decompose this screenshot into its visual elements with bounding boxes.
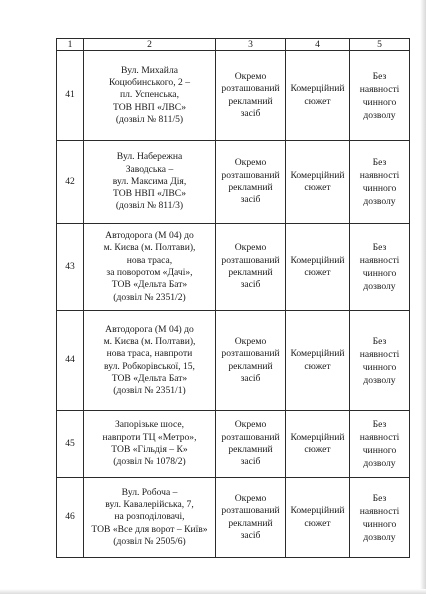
row-number: 42 [57,141,84,224]
address-line: ТОВ «Все для ворот – Київ» [91,523,208,535]
column-number-row [57,39,410,51]
type-line: розташований [221,169,280,181]
status-cell [350,141,410,224]
advertising-violations-table [56,38,410,558]
type-line: розташований [221,505,280,517]
content-line: Комерційний [290,83,345,95]
status-cell [350,478,410,558]
content-line: сюжет [304,95,331,107]
status-cell [350,411,410,478]
status-line: наявності [359,255,400,266]
address-line: нова траса, навпроти [106,348,193,360]
content-line: сюжет [304,444,331,455]
status-line: дозволу [363,196,396,207]
address-line: ТОВ НВП «ЛВС» [112,188,186,200]
address-line: Вул. Робоча – [121,486,178,498]
status-cell [350,224,410,311]
type-line: засіб [240,279,261,291]
type-line: Окремо [234,419,267,431]
content-line: Комерційний [290,348,345,360]
type-line: засіб [240,107,261,119]
content-line: сюжет [304,360,331,372]
address-line: ТОВ «Гільдія – К» [111,444,188,455]
column-number: 2 [84,39,216,51]
table-row [57,478,410,558]
status-line: чинного [362,183,397,194]
status-line: дозволу [363,531,396,543]
address-line: м. Києва (м. Полтави), [103,242,196,254]
content-line: сюжет [304,267,331,278]
address-cell [84,224,216,311]
table-row [57,51,410,141]
page-edge-shadow [420,0,426,594]
type-line: рекламний [228,267,273,278]
address-line: вул. Максима Дія, [112,175,187,187]
address-line: Вул. Набережна [116,151,183,163]
page-edge-shadow [0,589,426,594]
status-line: Без [372,492,387,504]
status-line: дозволу [363,109,396,121]
address-line: нова траса, [126,254,173,266]
type-line: Окремо [234,335,267,347]
address-line: (дозвіл № 2351/1) [113,385,186,397]
address-cell [84,51,216,141]
address-line: Заводська – [125,163,174,175]
address-line: вул. Кавалерійська, 7, [105,499,194,511]
content-cell [286,141,350,224]
table-row [57,311,410,411]
content-line: Комерційний [290,505,345,517]
content-line: Комерційний [290,431,345,443]
status-line: дозволу [363,458,396,469]
row-number: 43 [57,224,84,311]
type-line: Окремо [234,242,267,254]
address-line: Запорізьке шосе, [114,419,185,431]
content-cell [286,478,350,558]
table-row [57,224,410,311]
type-line: розташований [221,83,280,95]
status-line: чинного [362,518,397,530]
address-cell [84,478,216,558]
type-line: розташований [221,431,280,443]
status-line: наявності [359,505,400,517]
type-cell [216,224,286,311]
status-line: Без [372,242,387,253]
address-line: Вул. Михайла [120,64,178,76]
address-line: пл. Успенська, [120,89,179,101]
status-cell [350,311,410,411]
row-number: 44 [57,311,84,411]
type-line: рекламний [228,360,273,372]
status-line: Без [372,157,387,168]
address-line: (дозвіл № 2505/6) [113,535,186,547]
address-line: Коцюбинського, 2 – [108,77,191,89]
address-line: (дозвіл № 1078/2) [113,456,186,468]
type-line: рекламний [228,95,273,107]
status-line: дозволу [363,281,396,292]
type-line: рекламний [228,444,273,455]
type-cell [216,411,286,478]
address-line: Автодорога (М 04) до [105,323,194,335]
type-line: розташований [221,254,280,266]
address-line: ТОВ «Дельта Бат» [111,279,188,291]
content-line: Комерційний [290,254,345,266]
column-number: 3 [216,39,286,51]
status-line: чинного [362,445,397,456]
address-line: навпроти ТЦ «Метро», [102,431,197,443]
status-line: Без [372,335,387,347]
type-line: рекламний [228,517,273,529]
address-cell [84,141,216,224]
content-line: сюжет [304,182,331,193]
status-line: чинного [362,96,397,108]
type-line: розташований [221,348,280,360]
table-row [57,411,410,478]
content-cell [286,51,350,141]
type-cell [216,51,286,141]
column-number: 4 [286,39,350,51]
status-line: Без [372,419,387,430]
address-cell [84,411,216,478]
type-line: засіб [240,372,261,384]
status-line: чинного [362,268,397,279]
status-cell [350,51,410,141]
address-line: Автодорога (М 04) до [105,230,194,242]
address-line: ТОВ НВП «ЛВС» [112,101,186,113]
row-number: 46 [57,478,84,558]
status-line: наявності [359,170,400,181]
type-line: Окремо [234,492,267,504]
type-line: засіб [240,529,261,541]
content-cell [286,311,350,411]
address-line: за поворотом «Дачі», [106,267,193,278]
content-cell [286,224,350,311]
column-number: 5 [350,39,410,51]
table-row [57,141,410,224]
status-line: наявності [359,432,400,443]
type-cell [216,141,286,224]
type-line: Окремо [234,157,267,169]
type-line: засіб [240,194,261,206]
address-line: на розподіловачі, [114,511,185,523]
content-line: Комерційний [290,169,345,181]
status-line: дозволу [363,374,396,386]
status-line: Без [372,70,387,82]
address-line: ТОВ «Дельта Бат» [111,372,188,384]
status-line: чинного [362,361,397,373]
address-line: (дозвіл № 811/5) [115,113,184,125]
column-number: 1 [57,39,84,51]
content-cell [286,411,350,478]
type-line: рекламний [228,182,273,193]
address-line: м. Києва (м. Полтави), [103,335,196,347]
row-number: 41 [57,51,84,141]
status-line: наявності [359,348,400,360]
address-cell [84,311,216,411]
type-cell [216,311,286,411]
type-cell [216,478,286,558]
address-line: вул. Робкорівської, 15, [104,360,195,372]
status-line: наявності [359,83,400,95]
address-line: (дозвіл № 811/3) [115,200,184,212]
content-line: сюжет [304,517,331,529]
address-line: (дозвіл № 2351/2) [113,291,186,303]
row-number: 45 [57,411,84,478]
type-line: засіб [240,456,261,468]
type-line: Окремо [234,70,267,82]
